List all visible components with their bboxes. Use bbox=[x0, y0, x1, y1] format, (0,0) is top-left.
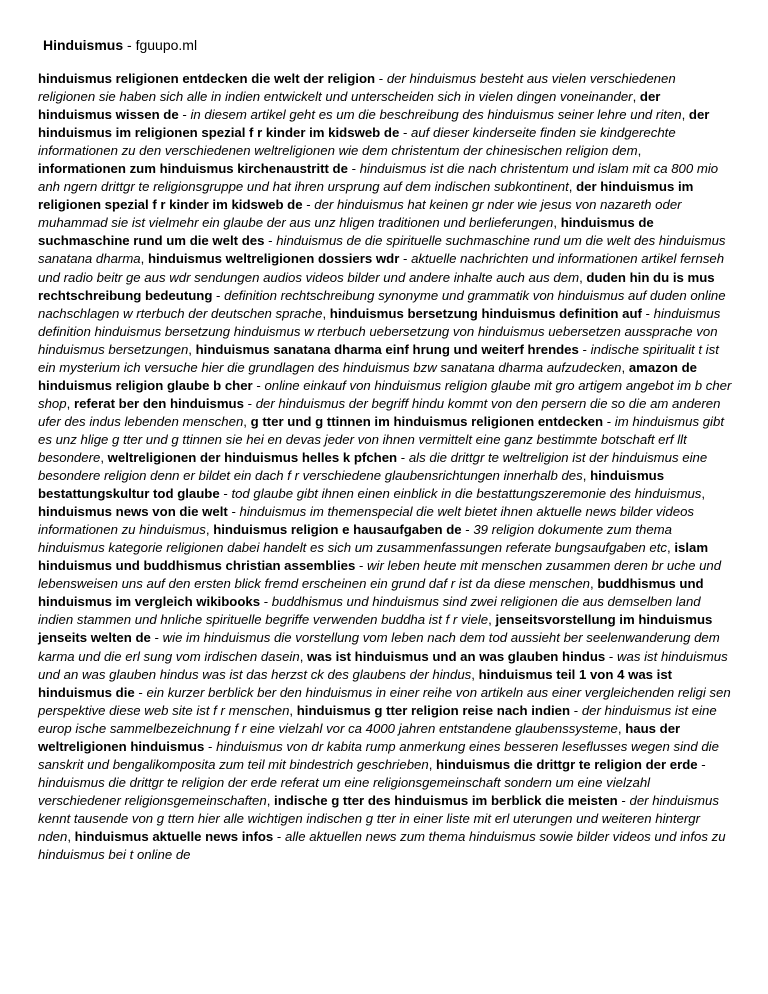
entry-title: hinduismus die drittgr te religion der erde bbox=[436, 756, 698, 772]
entry-comma: , bbox=[681, 107, 689, 123]
entry-title: hinduismus sanatana dharma einf hrung und weiterf hrendes bbox=[195, 341, 579, 357]
entry-description: der hinduismus ist eine europ ische sammelbezeichnung f r eine vielzahl vor ca 4000 jahren entstandene glaubenssysteme bbox=[38, 702, 717, 736]
entry-separator: - bbox=[178, 107, 191, 123]
entry-comma: , bbox=[553, 215, 561, 231]
entry-separator: - bbox=[252, 377, 265, 393]
entry-separator: - bbox=[212, 287, 225, 303]
entry-separator: - bbox=[399, 251, 412, 267]
entry-description: der hinduismus kennt tausende von g ttern hier alle wichtigen indischen g tter in einer liste mit erl uterungen und weiteren hintergr nden bbox=[38, 792, 719, 844]
entry-comma: , bbox=[266, 792, 275, 808]
entry-comma: , bbox=[579, 269, 587, 285]
entry-separator: - bbox=[260, 594, 272, 610]
entry-separator: - bbox=[243, 395, 256, 411]
entry-separator: - bbox=[697, 756, 706, 772]
entry-description: indische spiritualit t ist ein mysterium ich versuche hier die grundlagen des hinduismus bzw sanatana dharma aufzudecken bbox=[38, 341, 719, 375]
entry-comma: , bbox=[637, 143, 642, 159]
entry-description: was ist hinduismus und an was glauben hindus was ist das herzst ck des glaubens der hindus bbox=[38, 648, 728, 682]
entry-title: der hinduismus wissen de bbox=[38, 89, 661, 123]
entry-description: hinduismus von dr kabita rump anmerkung eines besseren leseflusses wegen sind die sanskrit und bengalikomposita zum teil mit bindestrich geschrieben bbox=[38, 738, 719, 772]
entry-separator: - bbox=[617, 792, 630, 808]
entry-description: hinduismus im themenspecial die welt bietet ihnen aktuelle news bilder videos informationen zu hinduismus bbox=[38, 504, 695, 538]
entry-title: hinduismus weltreligionen dossiers wdr bbox=[147, 251, 400, 267]
site-name: fguupo.ml bbox=[135, 37, 198, 53]
entry-title: hinduismus aktuelle news infos bbox=[74, 828, 274, 844]
entry-title: hinduismus religion e hausaufgaben de bbox=[213, 522, 462, 538]
entry-description: als die drittgr te weltreligion ist der hinduismus eine besondere religion denn er bildet ein dach f r verschiedene glaubensrichtungen innerhalb des bbox=[38, 449, 708, 484]
entry-comma: , bbox=[582, 468, 591, 484]
entry-description: buddhismus und hinduismus sind zwei religionen die aus demselben land indien stammen und hnliche spirituelle begriffe verwenden buddha ist f r viele bbox=[38, 594, 701, 628]
entry-description: im hinduismus gibt es unz hlige g tter und g ttinnen sie hei en devas jeder von ihnen vermittelt eine ganz bestimmte botschaft erf llt besondere bbox=[38, 413, 724, 465]
entry-separator: - bbox=[219, 486, 232, 502]
entry-description: 39 religion dokumente zum thema hinduismus kategorie religionen dabei handelt es sich um zusammenfassungen referate bungsaufgaben etc bbox=[38, 522, 672, 556]
entry-separator: - bbox=[578, 341, 591, 357]
entry-separator: - bbox=[264, 233, 277, 249]
entry-description: alle aktuellen news zum thema hinduismus sowie bilder videos und infos zu hinduismus bei t online de bbox=[38, 828, 726, 863]
entry-title: referat ber den hinduismus bbox=[73, 395, 244, 411]
entry-comma: , bbox=[667, 540, 675, 556]
entry-separator: - bbox=[273, 828, 285, 844]
entry-comma: , bbox=[140, 251, 148, 267]
entry-description: der hinduismus besteht aus vielen verschiedenen religionen sie haben sich alle in indien entwickelt und unterscheiden sich in vielen dingen voneinander bbox=[38, 71, 676, 105]
entry-title: amazon de hinduismus religion glaube b cher bbox=[38, 359, 697, 393]
entry-description: hinduismus de die spirituelle suchmaschine rund um die welt des hinduismus sanatana dharma bbox=[38, 233, 726, 267]
entry-description: ein kurzer berblick ber den hinduismus in einer reihe von artikeln aus einer vergleichenden religi sen perspektive diese web site ist f r menschen bbox=[38, 684, 731, 718]
entry-comma: , bbox=[289, 702, 297, 718]
entry-comma: , bbox=[471, 666, 479, 682]
entry-separator: - bbox=[375, 71, 387, 86]
entry-description: der hinduismus der begriff hindu kommt von den persern die so die am anderen ufer des indus lebenden menschen bbox=[38, 395, 721, 429]
entry-separator: - bbox=[204, 738, 217, 754]
entry-description: hinduismus die drittgr te religion der erde referat um eine religionsgemeinschaft sondern um eine vielzahl verschiedener religionsgemeinschaften bbox=[38, 774, 651, 808]
entry-comma: , bbox=[701, 486, 706, 502]
entry-separator: - bbox=[150, 630, 163, 646]
entry-comma: , bbox=[67, 828, 75, 844]
entry-paragraph bbox=[38, 70, 732, 864]
entry-title: was ist hinduismus und an was glauben hindus bbox=[307, 648, 606, 664]
entry-description: online einkauf von hinduismus religion glaube mit gro artigem angebot im b cher shop bbox=[38, 377, 732, 411]
entry-separator: - bbox=[227, 504, 240, 520]
entry-separator: - bbox=[605, 648, 617, 664]
entry-title: weltreligionen der hinduismus helles k pfchen bbox=[107, 449, 398, 465]
page-header bbox=[43, 36, 197, 54]
page-title: Hinduismus bbox=[43, 37, 124, 53]
entry-comma: , bbox=[205, 522, 214, 538]
entry-title: der hinduismus im religionen spezial f r kinder im kidsweb de bbox=[38, 107, 710, 141]
entry-comma: , bbox=[632, 89, 640, 105]
entry-comma: , bbox=[243, 413, 251, 429]
entry-comma: , bbox=[617, 720, 626, 736]
entry-title: haus der weltreligionen hinduismus bbox=[38, 720, 681, 754]
entry-comma: , bbox=[100, 449, 108, 465]
entry-title: hinduismus religionen entdecken die welt der religion bbox=[38, 71, 376, 86]
entry-separator: - bbox=[302, 197, 315, 213]
entry-description: definition rechtschreibung synonyme und grammatik von hinduismus auf duden online nachschlagen w rterbuch der deutschen sprache bbox=[38, 287, 726, 321]
entry-description: hinduismus definition hinduismus bersetzung hinduismus w rterbuch uebersetzung von hinduismus uebersetzen aussprache von hinduismus bersetzungen bbox=[38, 305, 721, 357]
entry-separator: - bbox=[570, 702, 582, 718]
entry-title: islam hinduismus und buddhismus christian assemblies bbox=[38, 540, 709, 574]
entry-separator: - bbox=[641, 305, 654, 321]
entry-title: hinduismus bersetzung hinduismus definition auf bbox=[329, 305, 642, 321]
entry-comma: , bbox=[590, 576, 598, 592]
entry-title: informationen zum hinduismus kirchenaustritt de bbox=[38, 161, 348, 177]
entry-separator: - bbox=[461, 522, 474, 538]
entry-description: tod glaube gibt ihnen einen einblick in die bestattungszeremonie des hinduismus bbox=[231, 486, 702, 502]
entry-comma: , bbox=[568, 179, 577, 195]
entry-description: auf dieser kinderseite finden sie kindgerechte informationen zu den verschiedenen weltreligionen wie dem christentum der chinesischen religion dem bbox=[38, 125, 676, 159]
entry-description: hinduismus ist die nach christentum und islam mit ca 800 mio anh ngern drittgr te religionsgruppe und hat ihren ursprung auf dem indischen subkontinent bbox=[38, 161, 719, 195]
entry-comma: , bbox=[428, 756, 437, 772]
entry-comma: , bbox=[621, 359, 629, 375]
entry-description: wie im hinduismus die vorstellung vom leben nach dem tod aussieht ber seelenwanderung dem karma und die erl sung vom irdischen dasein bbox=[38, 630, 720, 664]
entry-title: hinduismus g tter religion reise nach indien bbox=[296, 702, 571, 718]
entry-description: in diesem artikel geht es um die beschreibung des hinduismus seiner lehre und riten bbox=[190, 107, 682, 123]
entry-title: buddhismus und hinduismus im vergleich wikibooks bbox=[38, 576, 704, 610]
entry-title: indische g tter des hinduismus im berblick die meisten bbox=[274, 792, 618, 808]
entry-separator: - bbox=[347, 161, 360, 177]
entry-comma: , bbox=[66, 395, 74, 411]
title-separator: - bbox=[123, 37, 136, 53]
entry-title: jenseitsvorstellung im hinduismus jenseits welten de bbox=[38, 612, 713, 646]
entry-comma: , bbox=[188, 341, 196, 357]
entry-title: hinduismus bestattungskultur tod glaube bbox=[38, 468, 665, 502]
entry-separator: - bbox=[603, 413, 615, 429]
entry-description: wir leben heute mit menschen zusammen deren br uche und lebensweisen uns auf den ersten blick fremd erscheinen ein grund daf r ist da diese menschen bbox=[38, 558, 722, 592]
entry-separator: - bbox=[397, 449, 409, 465]
entry-separator: - bbox=[355, 558, 368, 574]
entry-separator: - bbox=[399, 125, 412, 141]
entry-comma: , bbox=[299, 648, 308, 664]
entry-comma: , bbox=[488, 612, 496, 628]
entry-title: hinduismus de suchmaschine rund um die welt des bbox=[38, 215, 654, 249]
entry-description: aktuelle nachrichten und informationen artikel fernseh und radio beitr ge aus wdr sendungen audios videos bilder und andere inhalte auch aus dem bbox=[38, 251, 725, 285]
entry-title: duden hin du is mus rechtschreibung bedeutung bbox=[38, 269, 715, 303]
entry-separator: - bbox=[134, 684, 147, 700]
entry-title: hinduismus news von die welt bbox=[38, 504, 228, 520]
entry-title: der hinduismus im religionen spezial f r kinder im kidsweb de bbox=[38, 179, 694, 213]
entry-description: der hinduismus hat keinen gr nder wie jesus von nazareth oder muhammad sie ist vielmehr ein glaube der aus unz hligen traditionen und berlieferungen bbox=[38, 197, 682, 231]
entry-title: hinduismus teil 1 von 4 was ist hinduismus die bbox=[38, 666, 673, 700]
entry-title: g tter und g ttinnen im hinduismus religionen entdecken bbox=[250, 413, 604, 429]
entry-comma: , bbox=[322, 305, 330, 321]
